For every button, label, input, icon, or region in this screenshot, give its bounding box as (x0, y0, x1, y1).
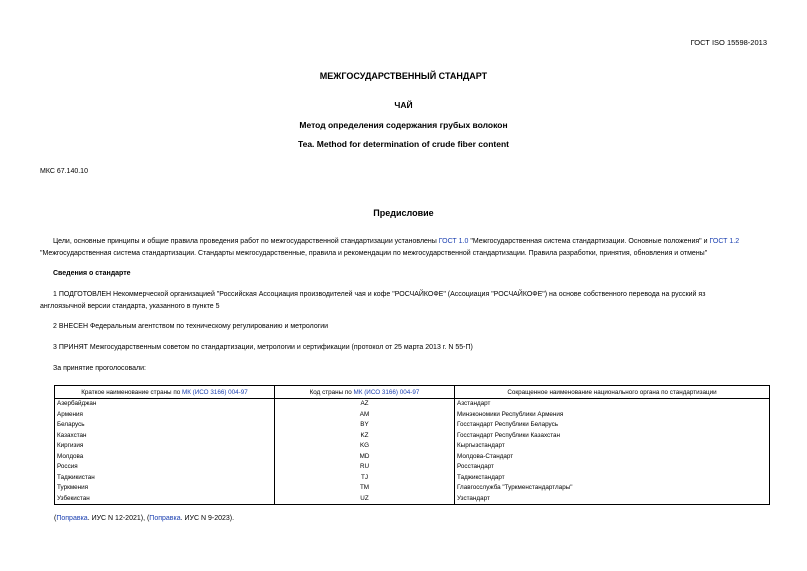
table-row: Узбекистан UZ Узстандарт (55, 494, 770, 505)
voted-label: За принятие проголосовали: (53, 365, 146, 372)
english-title: Tea. Method for determination of crude fiber content (298, 139, 509, 149)
gost-1-0-link[interactable]: ГОСТ 1.0 (438, 238, 469, 245)
item-2: 2 ВНЕСЕН Федеральным агентством по техническому регулированию и метрологии (53, 323, 329, 330)
mk-iso-link[interactable]: МК (ИСО 3166) 004-97 (181, 388, 248, 396)
document-code: ГОСТ ISO 15598-2013 (690, 38, 767, 47)
amendment-link[interactable]: Поправка (149, 515, 181, 522)
document-title: ЧАЙ (394, 100, 413, 110)
table-row: Молдова MD Молдова-Стандарт (55, 452, 770, 463)
voting-countries-table (54, 385, 770, 505)
table-row: Беларусь BY Госстандарт Республики Беларусь (55, 420, 770, 431)
table-header-row (55, 386, 770, 399)
foreword-paragraph-line1: Цели, основные принципы и общие правила проведения работ по межгосударственной стандартизации установлены ГОСТ 1.0 "Межгосударственная система стандартизации. Основные положения" и ГОСТ 1.2 (53, 238, 740, 245)
item-1-line2: англоязычной версии стандарта, указанного в пункте 5 (40, 303, 220, 310)
amendments-note: (Поправка. ИУС N 12-2021), (Поправка. ИУС N 9-2023). (54, 515, 235, 522)
table-row: Туркмения TM Главгосслужба "Туркменстандартлары" (55, 483, 770, 494)
header-country: Краткое наименование страны по МК (ИСО 3166) 004-97 (55, 386, 275, 399)
header-body: Сокращенное наименование национального органа по стандартизации (455, 386, 770, 399)
table-row: Таджикистан TJ Таджикстандарт (55, 473, 770, 484)
amendment-link[interactable]: Поправка (56, 515, 88, 522)
document-subtitle: Метод определения содержания грубых волокон (299, 120, 508, 130)
table-row: Армения AM Минэкономики Республики Армения (55, 410, 770, 421)
mk-iso-link[interactable]: МК (ИСО 3166) 004-97 (353, 388, 420, 396)
item-1-line1: 1 ПОДГОТОВЛЕН Некоммерческой организацией "Российская Ассоциация производителей чая и кофе "РОСЧАЙКОФЕ" (Ассоциация "РОСЧАЙКОФЕ") на основе собственного перевода на русский яз (53, 291, 706, 298)
mks-code: МКС 67.140.10 (40, 168, 88, 175)
item-3: 3 ПРИНЯТ Межгосударственным советом по стандартизации, метрологии и сертификации (протокол от 25 марта 2013 г. N 55-П) (53, 344, 473, 351)
gost-1-2-link[interactable]: ГОСТ 1.2 (709, 238, 740, 245)
foreword-paragraph-line2: "Межгосударственная система стандартизации. Стандарты межгосударственные, правила и рекомендации по межгосударственной стандартизации. Правила разработки, принятия, обновления и отмены" (40, 250, 708, 257)
standard-type-heading: МЕЖГОСУДАРСТВЕННЫЙ СТАНДАРТ (319, 71, 488, 81)
table-row: Киргизия KG Кыргызстандарт (55, 441, 770, 452)
foreword-heading: Предисловие (373, 208, 434, 218)
table-row: Россия RU Росстандарт (55, 462, 770, 473)
table-row: Казахстан KZ Госстандарт Республики Казахстан (55, 431, 770, 442)
header-code: Код страны по МК (ИСО 3166) 004-97 (275, 386, 455, 399)
table-row: Азербайджан AZ Азстандарт (55, 399, 770, 410)
standard-info-heading: Сведения о стандарте (53, 270, 131, 277)
